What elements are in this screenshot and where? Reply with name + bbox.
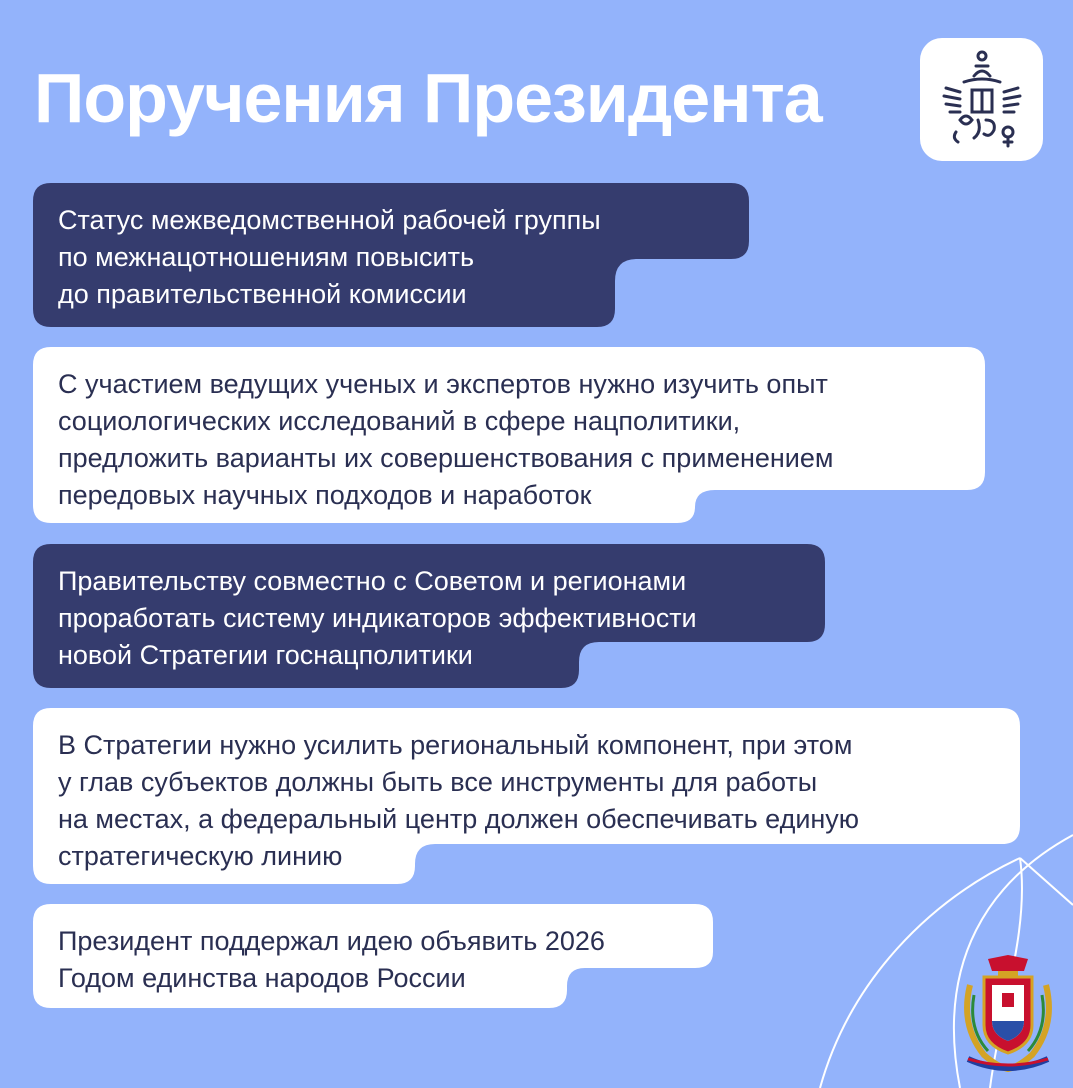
- card-text-line: до правительственной комиссии: [58, 279, 467, 309]
- card-text-line: на местах, а федеральный центр должен обеспечивать единую: [58, 804, 860, 834]
- card-text-line: у глав субъектов должны быть все инструменты для работы: [58, 767, 818, 797]
- logo-badge: [920, 38, 1043, 161]
- instruction-card-4: [33, 708, 1020, 884]
- eagle-emblem-icon: [934, 48, 1030, 152]
- card-text-line: по межнацотношениям повысить: [58, 242, 475, 272]
- card-text-line: В Стратегии нужно усилить региональный компонент, при этом: [58, 730, 853, 760]
- mordovia-coat-of-arms-icon: [958, 955, 1058, 1073]
- page-title: Поручения Президента: [34, 59, 822, 137]
- instruction-card-3: [33, 544, 825, 688]
- instruction-card-5: [33, 904, 713, 1008]
- card-text-line: социологических исследований в сфере нацполитики,: [58, 406, 741, 436]
- card-text-line: стратегическую линию: [58, 841, 343, 871]
- card-text-line: новой Стратегии госнацполитики: [58, 640, 473, 670]
- card-text-line: Годом единства народов России: [58, 963, 466, 993]
- card-text-line: Правительству совместно с Советом и регионами: [58, 566, 687, 596]
- card-text-line: Президент поддержал идею объявить 2026: [58, 926, 605, 956]
- card-text-line: проработать систему индикаторов эффективности: [58, 603, 697, 633]
- card-text-line: С участием ведущих ученых и экспертов нужно изучить опыт: [58, 369, 828, 399]
- card-text-line: предложить варианты их совершенствования с применением: [58, 443, 834, 473]
- instruction-card-1: [33, 183, 749, 327]
- card-text-line: передовых научных подходов и наработок: [58, 480, 592, 510]
- card-text-line: Статус межведомственной рабочей группы: [58, 205, 601, 235]
- instruction-card-2: [33, 347, 985, 523]
